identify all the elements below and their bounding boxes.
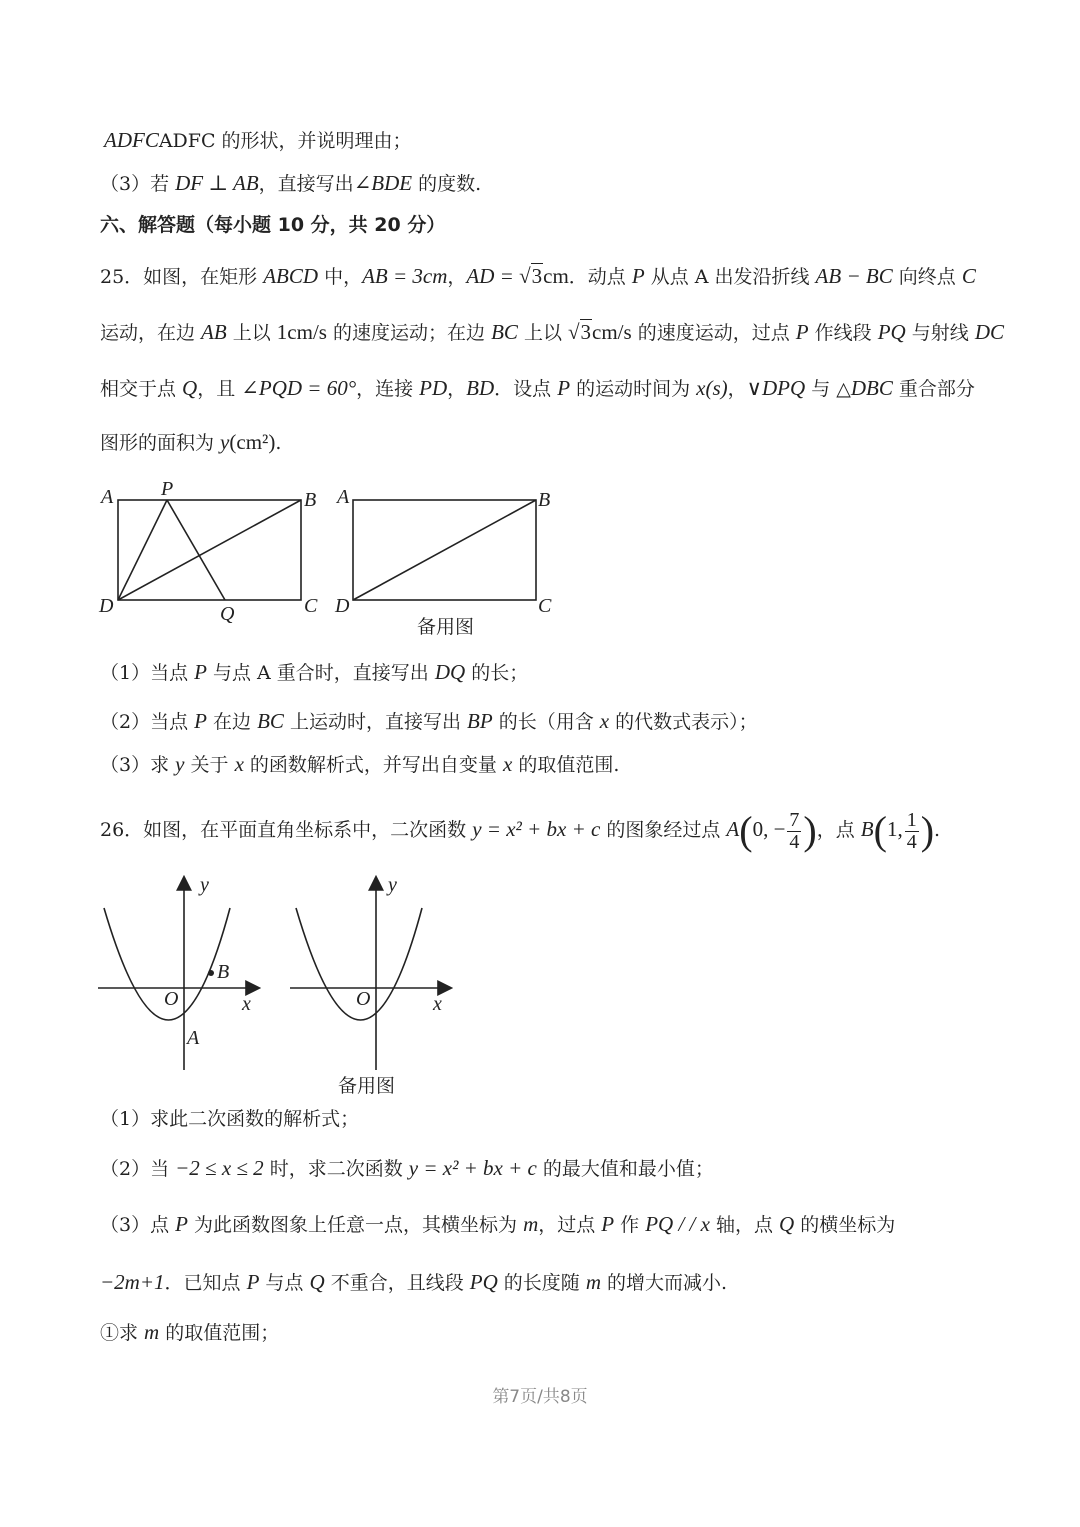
text-line-q24-part3: （3）若 DF ⊥ AB，直接写出∠BDE 的度数. bbox=[100, 171, 482, 195]
origin-label-1: O bbox=[164, 988, 179, 1010]
math-adfc: ADFC bbox=[104, 128, 159, 152]
label-d: D bbox=[99, 595, 114, 617]
q25-line4: 图形的面积为 y(cm²). bbox=[100, 430, 282, 454]
q25-line2: 运动，在边 AB 上以 1cm/s 的速度运动；在边 BC 上以 √3cm/s 的速度运动，过点 P 作线段 PQ 与射线 DC bbox=[100, 320, 1004, 344]
page-footer: 第7页/共8页 bbox=[492, 1387, 588, 1407]
q25-part3: （3）求 y 关于 x 的函数解析式，并写出自变量 x 的取值范围. bbox=[100, 752, 620, 776]
label-q: Q bbox=[220, 603, 235, 625]
label-b-spare: B bbox=[538, 489, 551, 511]
label-point-a: A bbox=[187, 1027, 200, 1049]
label-a: A bbox=[101, 486, 114, 508]
q25-line3: 相交于点 Q，且 ∠PQD = 60°，连接 PD，BD．设点 P 的运动时间为 x(s)，∨DPQ 与 △DBC 重合部分 bbox=[100, 376, 975, 400]
text-line-adfc bbox=[104, 130, 412, 151]
rectangle-figure-main bbox=[118, 500, 301, 600]
q25-figure bbox=[95, 475, 575, 640]
point-b bbox=[208, 970, 214, 976]
label-a-spare: A bbox=[337, 486, 350, 508]
q25-line1: 25．如图，在矩形 ABCD 中，AB = 3cm，AD = √3cm．动点 P 从点 A 出发沿折线 AB − BC 向终点 C bbox=[100, 264, 976, 288]
label-point-b: B bbox=[217, 961, 230, 983]
spare-caption-1: 备用图 bbox=[417, 617, 475, 638]
axis-label-y2: y bbox=[388, 874, 397, 896]
line-text: ADFC 的形状，并说明理由； bbox=[158, 130, 412, 152]
label-d-spare: D bbox=[335, 595, 350, 617]
q26-part3: （3）点 P 为此函数图象上任意一点，其横坐标为 m，过点 P 作 PQ / / x 轴，点 Q 的横坐标为 bbox=[100, 1212, 896, 1236]
origin-label-2: O bbox=[356, 988, 371, 1010]
axis-label-y1: y bbox=[200, 874, 209, 896]
axis-label-x1: x bbox=[242, 993, 251, 1015]
section-heading: 六、解答题（每小题 10 分，共 20 分） bbox=[100, 214, 446, 236]
q25-part2: （2）当点 P 在边 BC 上运动时，直接写出 BP 的长（用含 x 的代数式表示）； bbox=[100, 709, 758, 733]
q26-part1: （1）求此二次函数的解析式； bbox=[100, 1108, 360, 1130]
rectangle-figure-spare bbox=[353, 500, 536, 600]
label-c: C bbox=[304, 595, 318, 617]
q26-part3-cont: −2m+1．已知点 P 与点 Q 不重合，且线段 PQ 的长度随 m 的增大而减小. bbox=[100, 1270, 728, 1294]
label-c-spare: C bbox=[538, 595, 552, 617]
q26-part2: （2）当 −2 ≤ x ≤ 2 时，求二次函数 y = x² + bx + c 的最大值和最小值； bbox=[100, 1156, 714, 1180]
q26-line1: 26．如图，在平面直角坐标系中，二次函数 y = x² + bx + c 的图象经过点 A(0, − $\frac{7}{4}$ )，点 B(1, $\frac{1}{4}$ ). bbox=[100, 808, 941, 853]
label-b: B bbox=[304, 489, 317, 511]
spare-caption-2: 备用图 bbox=[338, 1076, 396, 1097]
axis-label-x2: x bbox=[433, 993, 442, 1015]
q25-part1: （1）当点 P 与点 A 重合时，直接写出 DQ 的长； bbox=[100, 660, 529, 684]
label-p: P bbox=[161, 478, 174, 500]
q26-subpart1: ①求 m 的取值范围； bbox=[100, 1320, 280, 1344]
q26-figure bbox=[90, 870, 470, 1100]
